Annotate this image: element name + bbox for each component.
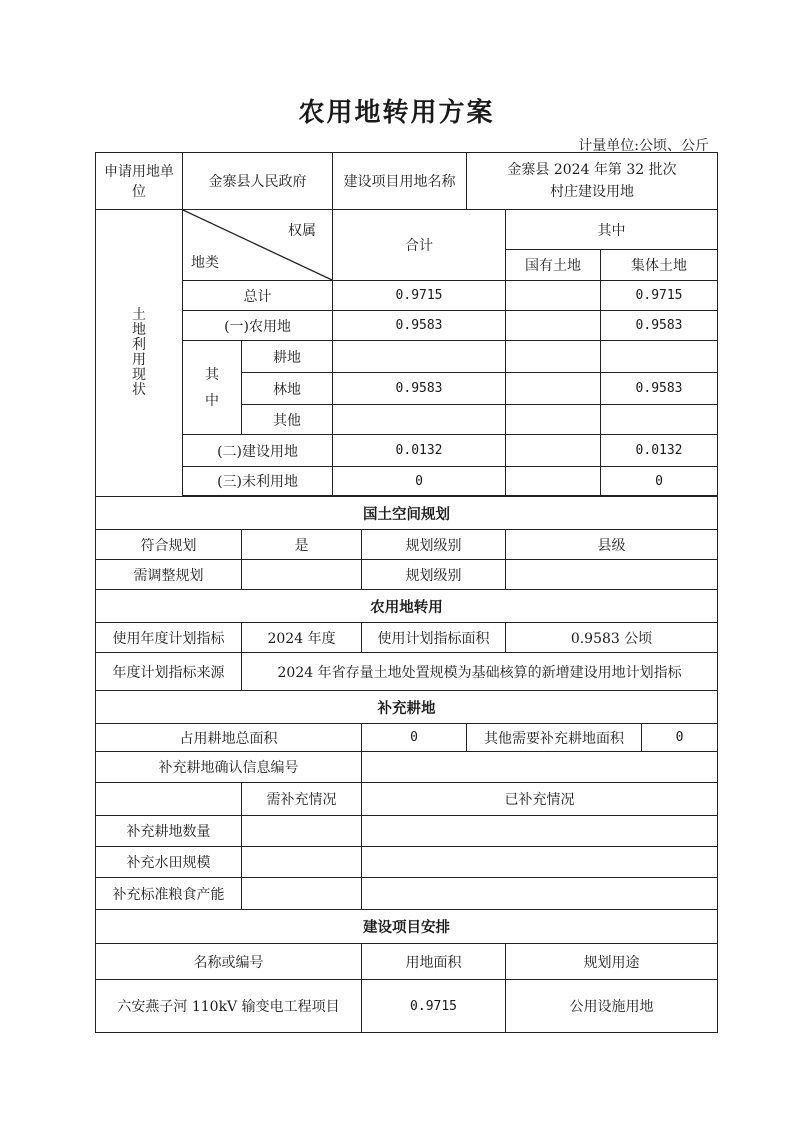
- conform-plan-value: 是: [242, 530, 362, 560]
- row-agri-collective: 0.9583: [601, 311, 718, 341]
- col-collective-header: 集体土地: [601, 250, 718, 281]
- row-forest-state: [506, 373, 601, 405]
- supplement-quantity-need: [242, 816, 362, 847]
- row-cultivated-label: 耕地: [242, 341, 333, 373]
- row-cultivated-state: [506, 341, 601, 373]
- quota-area-value: 0.9583 公顷: [506, 623, 718, 653]
- row-grain-capacity: [96, 878, 718, 910]
- row-total-label: 总计: [183, 281, 333, 311]
- row-other-state: [506, 405, 601, 435]
- adjust-plan-label: 需调整规划: [96, 560, 242, 590]
- row-agri-sum: 0.9583: [333, 311, 506, 341]
- row-total-sum: 0.9715: [333, 281, 506, 311]
- col-total-header: 合计: [333, 210, 506, 281]
- row-paddy-scale: [96, 847, 718, 878]
- grain-capacity-label: 补充标准粮食产能: [96, 878, 242, 910]
- row-agri: [96, 311, 718, 341]
- grain-capacity-done: [362, 878, 718, 910]
- land-use-vertical-char: 地: [132, 322, 147, 338]
- row-construction-label: (二)建设用地: [183, 435, 333, 467]
- row-supplement-quantity: [96, 816, 718, 847]
- adjust-level-label: 规划级别: [362, 560, 506, 590]
- supplement-quantity-label: 补充耕地数量: [96, 816, 242, 847]
- project-name-label: 建设项目用地名称: [333, 153, 467, 210]
- occupied-area-label: 占用耕地总面积: [96, 724, 362, 752]
- need-supplement-label: 需补充情况: [242, 783, 362, 816]
- quota-area-label: 使用计划指标面积: [362, 623, 506, 653]
- supplement-header-blank: [96, 783, 242, 816]
- land-use-vertical-char: 现: [132, 367, 147, 383]
- row-agri-state: [506, 311, 601, 341]
- row-unused-collective: 0: [601, 467, 718, 496]
- project-col-name: 名称或编号: [96, 944, 362, 980]
- row-unused: [96, 467, 718, 496]
- adjust-plan-value: [242, 560, 362, 590]
- row-total: [96, 281, 718, 311]
- annual-quota-value: 2024 年度: [242, 623, 362, 653]
- project-col-area: 用地面积: [362, 944, 506, 980]
- row-other-label: 其他: [242, 405, 333, 435]
- of-which-char-1: 其: [205, 366, 220, 383]
- occupied-area-value: 0: [362, 724, 467, 752]
- row-forest-label: 林地: [242, 373, 333, 405]
- adjust-level-value: [506, 560, 718, 590]
- row-forest-sum: 0.9583: [333, 373, 506, 405]
- row-construction-collective: 0.0132: [601, 435, 718, 467]
- project-name-line-2: 村庄建设用地: [550, 184, 635, 200]
- land-conversion-form: [95, 152, 718, 1033]
- project-name: 六安燕子河 110kV 输变电工程项目: [96, 980, 362, 1033]
- grain-capacity-need: [242, 878, 362, 910]
- header-row: [96, 153, 718, 210]
- project-use: 公用设施用地: [506, 980, 718, 1033]
- of-which-label: [183, 341, 242, 435]
- project-row: [96, 980, 718, 1033]
- of-which-char-2: 中: [205, 392, 220, 409]
- row-cultivated: [96, 341, 718, 373]
- paddy-scale-label: 补充水田规模: [96, 847, 242, 878]
- project-area: 0.9715: [362, 980, 506, 1033]
- col-of-which-header: 其中: [506, 210, 718, 250]
- row-supplement-header: [96, 783, 718, 816]
- row-project-header: [96, 944, 718, 980]
- plan-level-value: 县级: [506, 530, 718, 560]
- row-cultivated-sum: [333, 341, 506, 373]
- corner-bottom-label: 地类: [191, 255, 220, 271]
- row-construction: [96, 435, 718, 467]
- document-title: 农用地转用方案: [298, 98, 495, 128]
- project-title: 建设项目安排: [96, 910, 718, 944]
- paddy-scale-need: [242, 847, 362, 878]
- row-unused-label: (三)未利用地: [183, 467, 333, 496]
- row-confirm-code: [96, 752, 718, 783]
- measurement-unit: 计量单位:公顷、公斤: [578, 138, 709, 154]
- other-need-label: 其他需要补充耕地面积: [467, 724, 642, 752]
- quota-source-label: 年度计划指标来源: [96, 653, 242, 691]
- row-annual-quota: [96, 623, 718, 653]
- land-use-vertical-char: 利: [132, 337, 147, 353]
- land-use-vertical-char: 用: [132, 352, 147, 368]
- project-name-line-1: 金寨县 2024 年第 32 批次: [507, 162, 677, 178]
- applicant-value: 金寨县人民政府: [183, 153, 333, 210]
- row-occupied-area: [96, 724, 718, 752]
- corner-top-label: 权属: [288, 223, 317, 239]
- conversion-title: 农用地转用: [96, 590, 718, 623]
- row-total-collective: 0.9715: [601, 281, 718, 311]
- land-use-section-label: [96, 210, 183, 497]
- land-use-vertical-char: 状: [132, 382, 147, 398]
- plan-level-label: 规划级别: [362, 530, 506, 560]
- row-other-sum: [333, 405, 506, 435]
- row-unused-state: [506, 467, 601, 496]
- paddy-scale-done: [362, 847, 718, 878]
- row-unused-sum: 0: [333, 467, 506, 496]
- row-total-state: [506, 281, 601, 311]
- row-other-collective: [601, 405, 718, 435]
- confirm-code-value: [362, 752, 718, 783]
- row-agri-label: (一)农用地: [183, 311, 333, 341]
- row-cultivated-collective: [601, 341, 718, 373]
- supplement-title: 补充耕地: [96, 691, 718, 724]
- spatial-planning-title: 国土空间规划: [96, 497, 718, 530]
- row-construction-state: [506, 435, 601, 467]
- other-need-value: 0: [642, 724, 718, 752]
- quota-source-value: 2024 年省存量土地处置规模为基础核算的新增建设用地计划指标: [242, 653, 718, 691]
- row-construction-sum: 0.0132: [333, 435, 506, 467]
- row-conform-plan: [96, 530, 718, 560]
- row-forest-collective: 0.9583: [601, 373, 718, 405]
- supplement-quantity-done: [362, 816, 718, 847]
- annual-quota-label: 使用年度计划指标: [96, 623, 242, 653]
- land-use-vertical-char: 土: [132, 307, 147, 323]
- row-adjust-plan: [96, 560, 718, 590]
- confirm-code-label: 补充耕地确认信息编号: [96, 752, 362, 783]
- category-ownership-corner: [183, 210, 333, 281]
- land-use-vertical-text: [98, 308, 180, 398]
- project-col-use: 规划用途: [506, 944, 718, 980]
- done-supplement-label: 已补充情况: [362, 783, 718, 816]
- project-name-value: [467, 153, 718, 210]
- applicant-label: 申请用地单位: [96, 153, 183, 210]
- row-quota-source: [96, 653, 718, 691]
- conform-plan-label: 符合规划: [96, 530, 242, 560]
- col-state-header: 国有土地: [506, 250, 601, 281]
